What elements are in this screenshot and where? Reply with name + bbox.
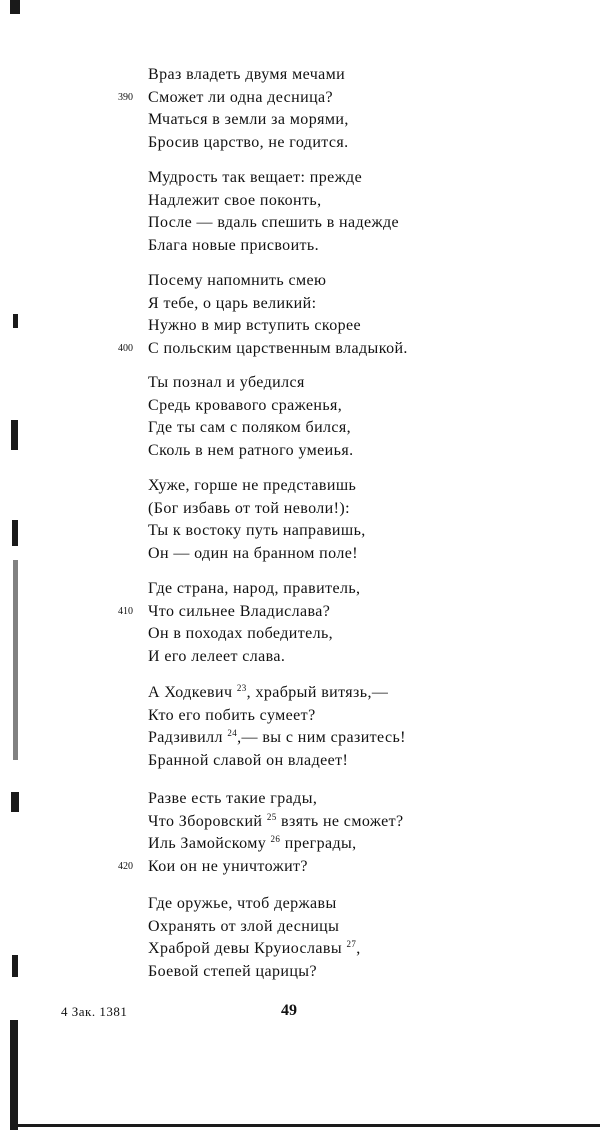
verse-line: [0, 315, 600, 338]
scan-artifact: [10, 1020, 18, 1130]
verse-line: [0, 212, 600, 235]
page-number: 49: [281, 1002, 297, 1019]
verse-line: [0, 87, 600, 110]
verse-text: [148, 578, 360, 601]
verse-text-main: А Ходкевич: [148, 684, 233, 701]
verse-text-rest: ,— вы с ним сразитесь!: [237, 729, 406, 746]
verse-text-main: Боевой степей царицы?: [148, 962, 317, 980]
verse-text-main: Кто его побить сумеет?: [148, 706, 316, 724]
scan-artifact: [12, 955, 18, 977]
verse-line: [0, 833, 600, 856]
verse-text: [148, 961, 317, 984]
verse-line: [0, 338, 600, 361]
verse-text-main: Ты познал и убедился: [148, 374, 305, 391]
footnote-marker: 25: [266, 811, 277, 822]
verse-text: [148, 856, 308, 879]
verse-line: [0, 916, 600, 939]
verse-line: [0, 109, 600, 132]
printer-signature: 4 Зак. 1381: [61, 1004, 128, 1019]
stanza: [0, 270, 600, 360]
scan-artifact: [11, 420, 18, 450]
verse-text-rest: , храбрый витязь,—: [246, 684, 389, 701]
verse-text: [148, 682, 388, 705]
verse-text-main: Что сильнее Владислава?: [148, 602, 331, 620]
stanza: [0, 788, 600, 878]
verse-text: [148, 235, 319, 258]
verse-line: [0, 961, 600, 984]
verse-line: [0, 938, 600, 961]
line-number: 420: [118, 860, 133, 872]
verse-text-main: Враз владеть двумя мечами: [148, 66, 346, 83]
verse-line: [0, 270, 600, 293]
verse-line: [0, 293, 600, 316]
verse-text: [148, 315, 361, 338]
footnote-marker: 23: [236, 683, 247, 693]
verse-text: [148, 750, 348, 773]
verse-text-rest: преграды,: [280, 835, 357, 852]
verse-text-main: Где оружье, чтоб державы: [148, 895, 337, 912]
verse-text-main: Кои он не уничтожит?: [148, 857, 308, 875]
stanza: [0, 578, 600, 668]
scan-artifact: [12, 520, 18, 546]
stanza: [0, 475, 600, 565]
verse-line: [0, 856, 600, 879]
verse-text: [148, 109, 349, 132]
verse-text: [148, 395, 342, 418]
verse-text-main: Он — один на бранном поле!: [148, 544, 358, 562]
scan-artifact: [13, 314, 18, 328]
verse-text-main: Где ты сам с поляком бился,: [148, 419, 352, 436]
verse-text: [148, 520, 366, 543]
verse-line: [0, 682, 600, 705]
verse-text: [148, 893, 337, 916]
verse-text-main: Я тебе, о царь великий:: [148, 294, 317, 312]
verse-text-main: Блага новые присвоить.: [148, 236, 320, 254]
verse-line: [0, 601, 600, 624]
footnote-marker: 26: [270, 834, 281, 844]
stanza: [0, 682, 600, 772]
verse-text: [148, 440, 354, 463]
verse-text-main: Сможет ли одна десница?: [148, 88, 334, 106]
verse-line: [0, 520, 600, 543]
verse-text-main: Посему напомнить смею: [148, 272, 327, 289]
verse-text: [148, 270, 326, 293]
verse-text-main: Храброй девы Круиославы: [148, 940, 343, 957]
verse-text-main: Иль Замойскому: [148, 835, 267, 852]
verse-line: [0, 646, 600, 669]
verse-line: [0, 750, 600, 773]
verse-line: [0, 498, 600, 521]
verse-line: [0, 190, 600, 213]
verse-line: [0, 811, 600, 834]
verse-line: [0, 395, 600, 418]
verse-text-rest: ,: [356, 940, 361, 957]
verse-text-main: Где страна, народ, правитель,: [148, 580, 361, 597]
verse-text: [148, 543, 358, 566]
scan-artifact: [10, 0, 20, 14]
verse-text: [148, 167, 362, 190]
verse-text-main: Что Зборовский: [148, 812, 263, 830]
verse-line: [0, 132, 600, 155]
verse-text-rest: взять не сможет?: [276, 812, 404, 830]
verse-text-main: Охранять от злой десницы: [148, 917, 340, 935]
verse-line: [0, 788, 600, 811]
footnote-marker: 24: [227, 728, 238, 738]
verse-text: [148, 623, 333, 646]
verse-text-main: И его лелеет слава.: [148, 647, 286, 665]
verse-text-main: Разве есть такие грады,: [148, 790, 318, 807]
verse-text: [148, 417, 351, 440]
verse-text: [148, 87, 333, 110]
verse-text-main: Ты к востоку путь направишь,: [148, 522, 366, 539]
verse-text-main: Бросив царство, не годится.: [148, 133, 349, 151]
verse-text-main: Средь кровавого сраженья,: [148, 396, 343, 414]
verse-text-main: Мудрость так вещает: прежде: [148, 169, 363, 186]
verse-line: [0, 417, 600, 440]
verse-text-main: С польским царственным владыкой.: [148, 339, 408, 357]
stanza: [0, 64, 600, 154]
line-number: 410: [118, 605, 133, 617]
verse-text: [148, 705, 316, 728]
verse-text-main: Сколь в нем ратного умеиья.: [148, 441, 354, 459]
verse-line: [0, 235, 600, 258]
verse-line: [0, 623, 600, 646]
verse-text: [148, 601, 330, 624]
verse-text: [148, 646, 285, 669]
verse-text-main: Мчаться в земли за морями,: [148, 111, 349, 128]
verse-text: [148, 132, 349, 155]
verse-text: [148, 475, 356, 498]
verse-line: [0, 167, 600, 190]
verse-line: [0, 727, 600, 750]
stanza: [0, 167, 600, 257]
line-number: 390: [118, 91, 133, 103]
verse-text: [148, 727, 406, 750]
verse-line: [0, 475, 600, 498]
verse-text-main: Радзивилл: [148, 729, 223, 746]
footnote-marker: 27: [346, 939, 357, 949]
verse-line: [0, 893, 600, 916]
verse-text-main: После — вдаль спешить в надежде: [148, 214, 400, 231]
scan-artifact: [11, 792, 19, 812]
stanza: [0, 893, 600, 983]
verse-text: [148, 212, 399, 235]
verse-text: [148, 938, 361, 961]
verse-text-main: Хуже, горше не представишь: [148, 477, 357, 494]
verse-text-main: Надлежит свое поконть,: [148, 191, 322, 209]
verse-text-main: Бранной славой он владеет!: [148, 751, 349, 769]
verse-line: [0, 372, 600, 395]
verse-line: [0, 578, 600, 601]
verse-text-main: Он в походах победитель,: [148, 625, 334, 642]
verse-text-main: (Бог избавь от той неволи!):: [148, 499, 350, 517]
verse-text-main: Нужно в мир вступить скорее: [148, 317, 362, 334]
verse-text: [148, 64, 345, 87]
verse-line: [0, 64, 600, 87]
verse-text: [148, 833, 357, 856]
scan-edge-line: [10, 1124, 600, 1127]
verse-line: [0, 440, 600, 463]
line-number: 400: [118, 342, 133, 354]
verse-line: [0, 543, 600, 566]
verse-text: [148, 811, 403, 834]
verse-line: [0, 705, 600, 728]
verse-text: [148, 788, 317, 811]
verse-text: [148, 338, 408, 361]
verse-text: [148, 293, 316, 316]
verse-text: [148, 498, 350, 521]
verse-text: [148, 190, 322, 213]
scan-artifact: [13, 560, 18, 760]
verse-text: [148, 916, 339, 939]
stanza: [0, 372, 600, 462]
verse-text: [148, 372, 305, 395]
